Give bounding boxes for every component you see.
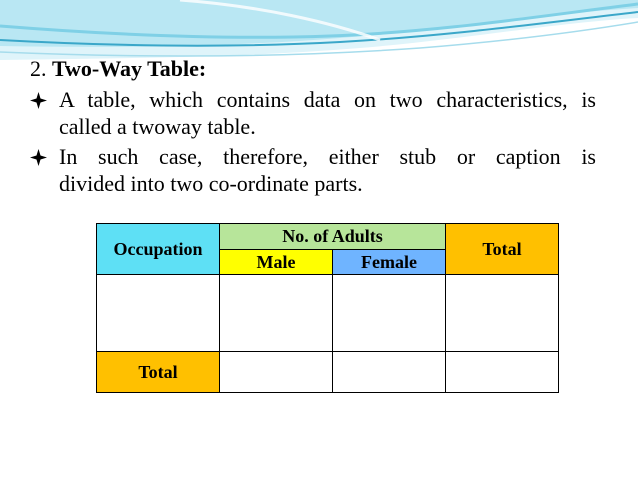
slide-heading [30,55,206,82]
female-header: Female [333,250,446,275]
heading-number: 2. [30,56,47,81]
no-of-adults-header: No. of Adults [220,224,446,250]
bullet-point [30,143,596,197]
bullet-point [30,86,596,140]
bullet-text-line: A table, which contains data on two characteristics, is [59,87,596,112]
bullet-text-line: In such case, therefore, either stub or caption is [59,144,596,169]
heading-title: Two-Way Table: [52,56,207,81]
diamond-bullet-icon [30,92,47,109]
table-cell [333,352,446,393]
table-cell [446,275,559,352]
table-cell [220,275,333,352]
table-cell [220,352,333,393]
bullet-text-line: divided into two co-ordinate parts. [59,171,363,196]
two-way-table [96,223,559,393]
male-header: Male [220,250,333,275]
table-header-row [97,224,559,250]
diamond-bullet-icon [30,149,47,166]
total-row-label: Total [97,352,220,393]
table-total-row [97,352,559,393]
occupation-header: Occupation [97,224,220,275]
table-cell [333,275,446,352]
table-row [97,275,559,352]
table-cell [97,275,220,352]
total-column-header: Total [446,224,559,275]
table-cell [446,352,559,393]
bullet-text-line: called a twoway table. [59,114,256,139]
